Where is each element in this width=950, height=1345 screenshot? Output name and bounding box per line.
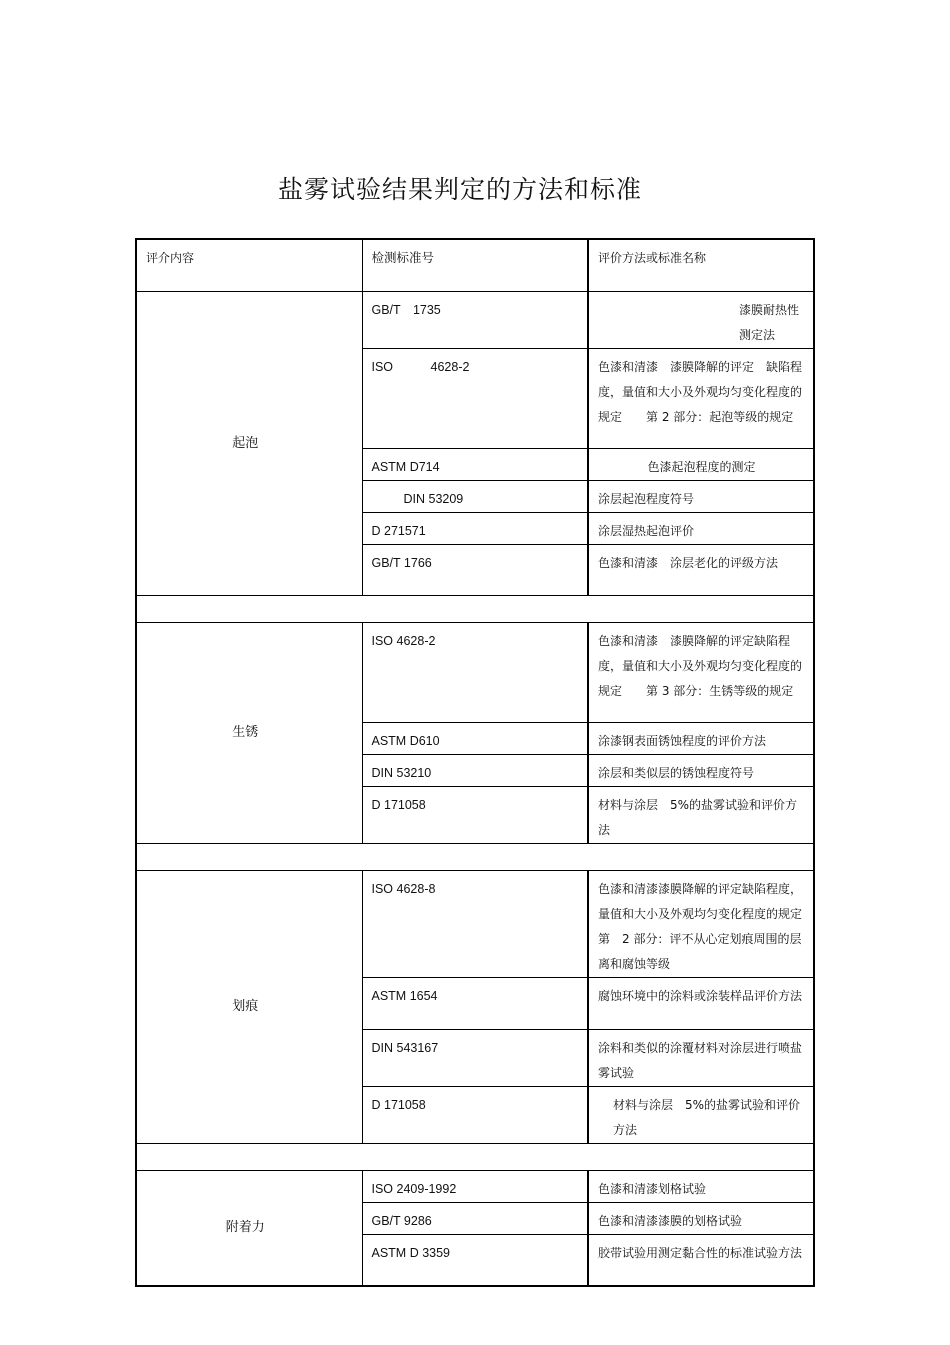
standard-code: D 171058 [362, 1086, 588, 1143]
standard-name: 材料与涂层 5%的盐雾试验和评价方法 [588, 1086, 814, 1143]
standard-name: 涂漆钢表面锈蚀程度的评价方法 [588, 722, 814, 754]
standard-name: 漆膜耐热性测定法 [588, 291, 814, 348]
standard-code: ASTM D610 [362, 722, 588, 754]
table-row [136, 622, 814, 722]
standard-code: DIN 543167 [362, 1029, 588, 1086]
header-method-name: 评价方法或标准名称 [588, 239, 814, 291]
table-row [136, 291, 814, 348]
empty-separator [136, 843, 814, 870]
standard-code: ISO 4628-2 [362, 622, 588, 722]
standard-name: 腐蚀环境中的涂料或涂装样品评价方法 [588, 977, 814, 1029]
standard-code: ISO 4628-2 [362, 348, 588, 448]
standard-code: DIN 53209 [362, 480, 588, 512]
spacer-row [136, 843, 814, 870]
standard-name: 涂料和类似的涂覆材料对涂层进行喷盐雾试验 [588, 1029, 814, 1086]
header-evaluation-content: 评介内容 [136, 239, 362, 291]
standard-code: ASTM D714 [362, 448, 588, 480]
standard-name: 材料与涂层 5%的盐雾试验和评价方法 [588, 786, 814, 843]
standard-code: D 171058 [362, 786, 588, 843]
page-title: 盐雾试验结果判定的方法和标准 [277, 175, 642, 204]
standard-name: 涂层湿热起泡评价 [588, 512, 814, 544]
empty-separator [136, 595, 814, 622]
standard-name: 色漆和清漆 涂层老化的评级方法 [588, 544, 814, 595]
standard-code: ASTM 1654 [362, 977, 588, 1029]
standard-name: 色漆起泡程度的测定 [588, 448, 814, 480]
standard-name: 胶带试验用测定黏合性的标准试验方法 [588, 1234, 814, 1286]
standard-code: GB/T 1766 [362, 544, 588, 595]
standard-name: 涂层起泡程度符号 [588, 480, 814, 512]
standards-table [135, 238, 815, 1287]
standard-name: 色漆和清漆划格试验 [588, 1170, 814, 1202]
category-rusting: 生锈 [136, 622, 362, 843]
standard-name: 色漆和清漆漆膜降解的评定缺陷程度，量值和大小及外观均匀变化程度的规定第 2 部分：评不从心定划痕周围的层离和腐蚀等级 [588, 870, 814, 977]
spacer-row [136, 1143, 814, 1170]
empty-separator [136, 1143, 814, 1170]
category-adhesion: 附着力 [136, 1170, 362, 1286]
header-standard-number: 检测标准号 [362, 239, 588, 291]
standard-code: ISO 4628-8 [362, 870, 588, 977]
standard-name: 色漆和清漆漆膜的划格试验 [588, 1202, 814, 1234]
standard-code: ASTM D 3359 [362, 1234, 588, 1286]
table-header-row [136, 239, 814, 291]
category-scratch: 划痕 [136, 870, 362, 1143]
table-row [136, 870, 814, 977]
standard-code: D 271571 [362, 512, 588, 544]
standard-code: ISO 2409-1992 [362, 1170, 588, 1202]
standard-name: 色漆和清漆 漆膜降解的评定缺陷程度，量值和大小及外观均匀变化程度的规定 第 3 部分：生锈等级的规定 [588, 622, 814, 722]
standard-name: 色漆和清漆 漆膜降解的评定 缺陷程度，量值和大小及外观均匀变化程度的规定 第 2 部分：起泡等级的规定 [588, 348, 814, 448]
standard-code: GB/T 1735 [362, 291, 588, 348]
standard-code: DIN 53210 [362, 754, 588, 786]
standard-name: 涂层和类似层的锈蚀程度符号 [588, 754, 814, 786]
table-row [136, 1170, 814, 1202]
standard-code: GB/T 9286 [362, 1202, 588, 1234]
category-blistering: 起泡 [136, 291, 362, 595]
spacer-row [136, 595, 814, 622]
